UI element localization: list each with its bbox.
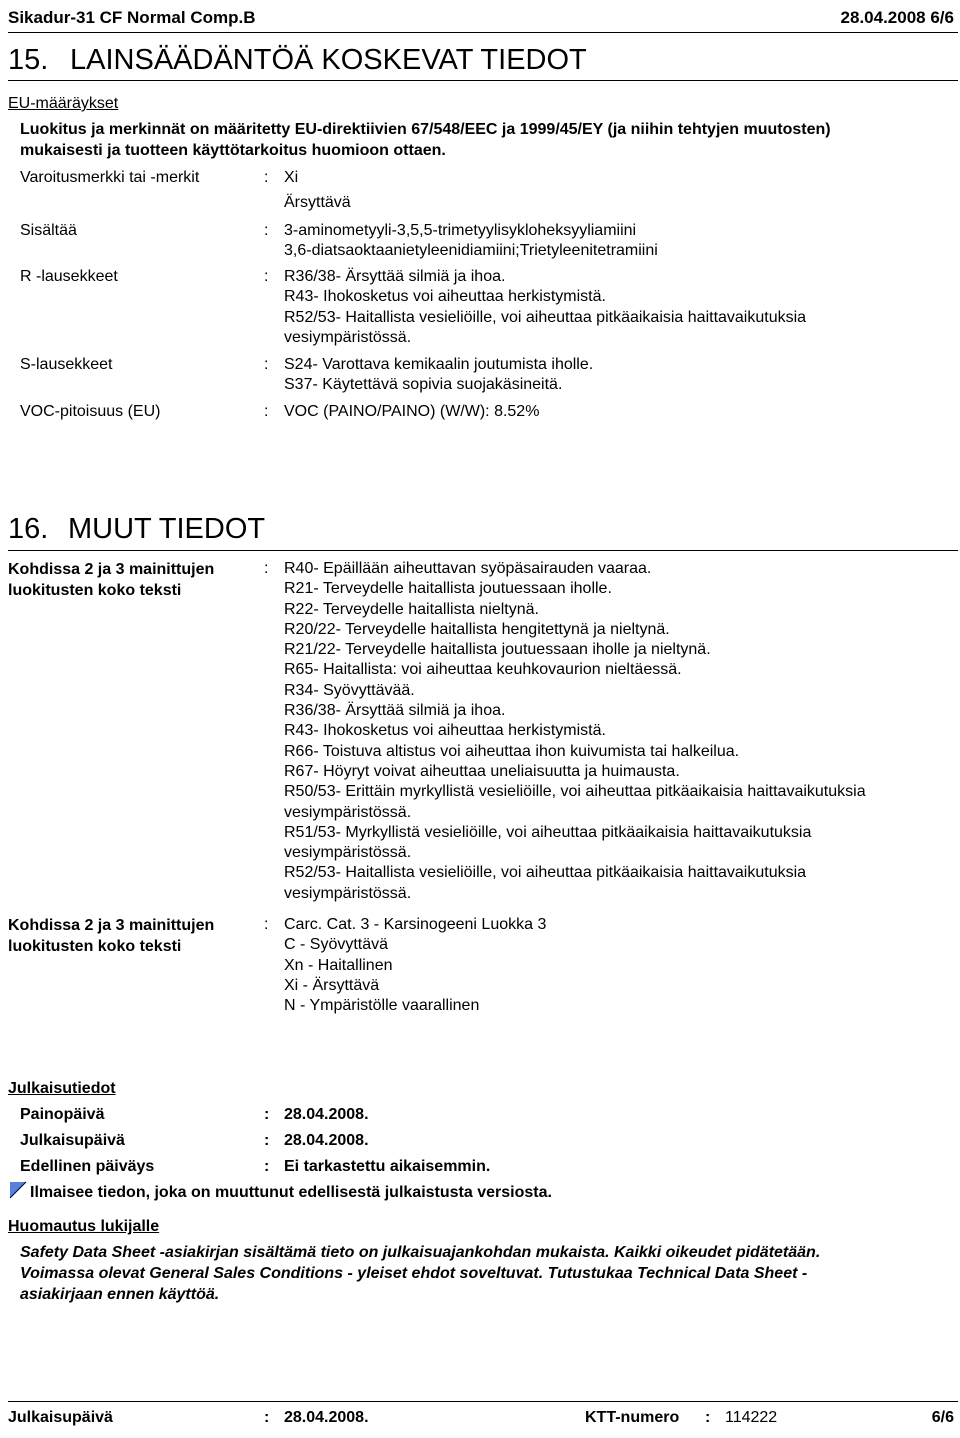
value-line: R52/53- Haitallista vesieliöille, voi aiheuttaa pitkäaikaisia haittavaikutuksia xyxy=(284,308,807,326)
r-phrase-line: vesiympäristössä. xyxy=(284,884,412,902)
classification-line: Carc. Cat. 3 - Karsinogeeni Luokka 3 xyxy=(284,916,547,933)
r-phrase-line: R51/53- Myrkyllistä vesieliöille, voi aiheuttaa pitkäaikaisia haittavaikutuksia xyxy=(284,823,812,841)
voc-label: VOC-pitoisuus (EU) xyxy=(20,403,161,420)
footer-date-colon: : xyxy=(264,1409,270,1426)
value-line: R36/38- Ärsyttää silmiä ja ihoa. xyxy=(284,268,506,285)
value-line: Ärsyttävä xyxy=(284,194,351,212)
section-16-title: MUUT TIEDOT xyxy=(68,513,266,545)
publication-date-label: Julkaisupäivä xyxy=(20,1132,125,1149)
row-colon: : xyxy=(264,1158,270,1175)
full-text-values-2 xyxy=(284,915,546,1016)
label-line: luokitusten koko teksti xyxy=(8,582,182,599)
row-colon: : xyxy=(264,356,269,373)
s-phrases-values xyxy=(284,355,593,396)
row-colon: : xyxy=(264,222,269,239)
intro-line: Luokitus ja merkinnät on määritetty EU-direktiivien 67/548/EEC ja 1999/45/EY (ja niihin tehtyjen muutosten) xyxy=(20,121,831,138)
previous-date-label: Edellinen päiväys xyxy=(20,1158,155,1175)
r-phrase-line: R36/38- Ärsyttää silmiä ja ihoa. xyxy=(284,702,506,720)
change-note: Ilmaisee tiedon, joka on muuttunut edellisestä julkaistusta versiosta. xyxy=(30,1184,552,1201)
reader-note-text xyxy=(20,1242,820,1305)
label-line: Kohdissa 2 ja 3 mainittujen xyxy=(8,917,215,934)
classification-line: Xi - Ärsyttävä xyxy=(284,976,380,994)
row-colon: : xyxy=(264,1106,270,1123)
section-15-title: LAINSÄÄDÄNTÖÄ KOSKEVAT TIEDOT xyxy=(70,44,587,76)
r-phrase-line: R21- Terveydelle haitallista joutuessaan iholle. xyxy=(284,580,612,598)
row-colon: : xyxy=(264,916,269,933)
classification-line: Xn - Haitallinen xyxy=(284,956,393,974)
full-text-values-1 xyxy=(284,559,866,904)
r-phrases-values xyxy=(284,267,806,348)
r-phrase-line: R66- Toistuva altistus voi aiheuttaa ihon kuivumista tai halkeilua. xyxy=(284,742,740,760)
warning-symbols-label: Varoitusmerkki tai -merkit xyxy=(20,169,200,186)
label-line: luokitusten koko teksti xyxy=(8,938,182,955)
publication-heading: Julkaisutiedot xyxy=(8,1080,116,1097)
row-colon: : xyxy=(264,403,269,420)
value-line: S37- Käytettävä sopivia suojakäsineitä. xyxy=(284,376,563,394)
r-phrase-line: R43- Ihokosketus voi aiheuttaa herkistymistä. xyxy=(284,722,606,740)
print-date-value: 28.04.2008. xyxy=(284,1106,369,1123)
row-colon: : xyxy=(264,1132,270,1149)
voc-values xyxy=(284,402,539,422)
change-marker-icon xyxy=(9,1181,27,1199)
r-phrase-line: R22- Terveydelle haitallista nieltynä. xyxy=(284,600,539,618)
warning-symbols-values xyxy=(284,168,351,214)
footer-ktt-label: KTT-numero xyxy=(585,1409,680,1426)
row-colon: : xyxy=(264,169,269,186)
value-line: 3-aminometyyli-3,5,5-trimetyylisykloheksyyliamiini xyxy=(284,222,637,239)
s-phrases-label: S-lausekkeet xyxy=(20,356,113,373)
r-phrases-label: R -lausekkeet xyxy=(20,268,118,285)
value-line: Xi xyxy=(284,169,299,186)
footer-date-label: Julkaisupäivä xyxy=(8,1409,113,1426)
value-line: R43- Ihokosketus voi aiheuttaa herkistymistä. xyxy=(284,288,606,306)
value-line: S24- Varottava kemikaalin joutumista iholle. xyxy=(284,356,594,373)
note-line: asiakirjaan ennen käyttöä. xyxy=(20,1286,220,1303)
header-date-page: 28.04.2008 6/6 xyxy=(840,8,954,27)
previous-date-value: Ei tarkastettu aikaisemmin. xyxy=(284,1158,491,1175)
section-16-rule xyxy=(8,550,958,551)
footer-rule xyxy=(8,1401,958,1402)
r-phrase-line: R52/53- Haitallista vesieliöille, voi aiheuttaa pitkäaikaisia haittavaikutuksia xyxy=(284,864,807,882)
header-product: Sikadur-31 CF Normal Comp.B xyxy=(8,8,256,27)
value-line: 3,6-diatsaoktaanietyleenidiamiini;Trietyleenitetramiini xyxy=(284,242,658,260)
publication-date-value: 28.04.2008. xyxy=(284,1132,369,1149)
r-phrase-line: vesiympäristössä. xyxy=(284,844,412,862)
r-phrase-line: vesiympäristössä. xyxy=(284,803,412,821)
contains-values xyxy=(284,221,658,262)
note-line: Safety Data Sheet -asiakirjan sisältämä tieto on julkaisuajankohdan mukaista. Kaikki oikeudet pidätetään. xyxy=(20,1244,821,1261)
section-15-rule xyxy=(8,80,958,81)
eu-regulations-subtitle: EU-määräykset xyxy=(8,95,119,112)
r-phrase-line: R20/22- Terveydelle haitallista hengitettynä ja nieltynä. xyxy=(284,620,670,638)
intro-line: mukaisesti ja tuotteen käyttötarkoitus huomioon ottaen. xyxy=(20,142,446,159)
classification-line: N - Ympäristölle vaarallinen xyxy=(284,997,480,1015)
value-line: vesiympäristössä. xyxy=(284,328,412,346)
full-text-label-1 xyxy=(8,559,214,601)
label-line: Kohdissa 2 ja 3 mainittujen xyxy=(8,561,215,578)
r-phrase-line: R65- Haitallista: voi aiheuttaa keuhkovaurion nieltäessä. xyxy=(284,661,682,679)
print-date-label: Painopäivä xyxy=(20,1106,105,1123)
note-line: Voimassa olevat General Sales Conditions - yleiset ehdot soveltuvat. Tutustukaa Technical Data Sheet - xyxy=(20,1265,808,1282)
footer-date-value: 28.04.2008. xyxy=(284,1409,369,1426)
r-phrase-line: R50/53- Erittäin myrkyllistä vesieliöille, voi aiheuttaa pitkäaikaisia haittavaikutuksia xyxy=(284,783,866,801)
full-text-label-2 xyxy=(8,915,214,957)
row-colon: : xyxy=(264,268,269,285)
r-phrase-line: R34- Syövyttävää. xyxy=(284,681,415,699)
footer-ktt-colon: : xyxy=(705,1409,711,1426)
r-phrase-line: R40- Epäillään aiheuttavan syöpäsairauden vaaraa. xyxy=(284,560,652,577)
footer-ktt-value: 114222 xyxy=(725,1409,778,1426)
section-16-number: 16. xyxy=(8,513,49,545)
row-colon: : xyxy=(264,560,269,577)
reader-note-heading: Huomautus lukijalle xyxy=(8,1218,160,1235)
eu-regulations-intro xyxy=(20,119,831,161)
contains-label: Sisältää xyxy=(20,222,77,239)
section-15-number: 15. xyxy=(8,44,49,76)
classification-line: C - Syövyttävä xyxy=(284,936,389,954)
footer-page-number: 6/6 xyxy=(931,1409,954,1426)
r-phrase-line: R67- Höyryt voivat aiheuttaa uneliaisuutta ja huimausta. xyxy=(284,762,680,780)
r-phrase-line: R21/22- Terveydelle haitallista joutuessaan iholle ja nieltynä. xyxy=(284,641,711,659)
value-line: VOC (PAINO/PAINO) (W/W): 8.52% xyxy=(284,403,540,420)
header-rule xyxy=(8,32,958,33)
